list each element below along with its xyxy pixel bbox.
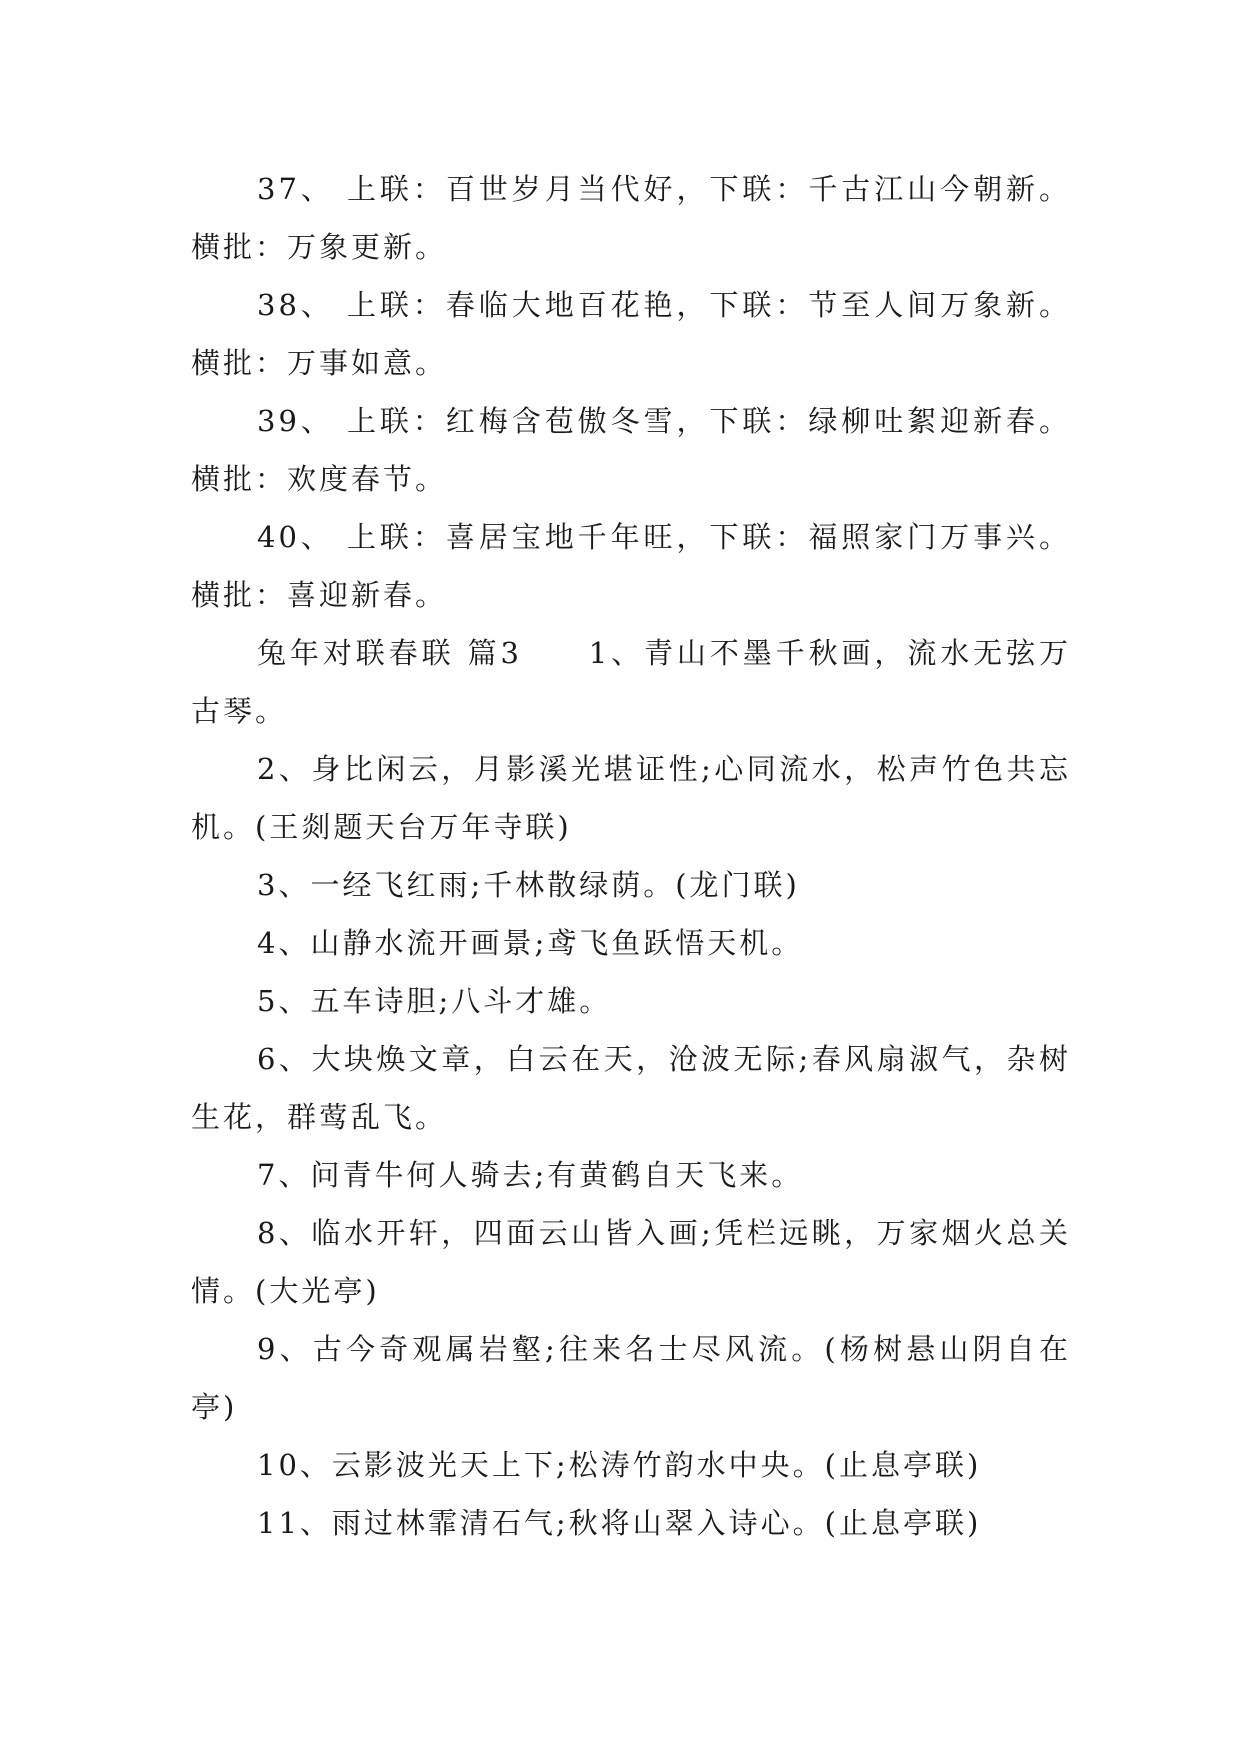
couplet-3: 3、一经飞红雨;千林散绿荫。(龙门联) xyxy=(257,868,800,902)
couplet-11: 11、雨过林霏清石气;秋将山翠入诗心。(止息亭联) xyxy=(257,1506,982,1540)
couplet-38: 38、 上联：春临大地百花艳，下联：节至人间万象新。横批：万事如意。 xyxy=(191,288,1071,380)
couplet-2: 2、身比闲云，月影溪光堪证性;心同流水，松声竹色共忘机。(王剡题天台万年寺联) xyxy=(191,752,1071,844)
couplet-4: 4、山静水流开画景;鸢飞鱼跃悟天机。 xyxy=(257,926,804,960)
couplet-7: 7、问青牛何人骑去;有黄鹤自天飞来。 xyxy=(257,1158,804,1192)
couplet-5: 5、五车诗胆;八斗才雄。 xyxy=(257,984,612,1018)
couplet-37: 37、 上联：百世岁月当代好，下联：千古江山今朝新。横批：万象更新。 xyxy=(191,172,1071,264)
document-body xyxy=(191,160,1071,1552)
couplet-40: 40、 上联：喜居宝地千年旺，下联：福照家门万事兴。横批：喜迎新春。 xyxy=(191,520,1071,612)
couplet-6: 6、大块焕文章，白云在天，沧波无际;春风扇淑气，杂树生花，群莺乱飞。 xyxy=(191,1042,1071,1134)
couplet-9: 9、古今奇观属岩壑;往来名士尽风流。(杨树悬山阴自在亭) xyxy=(191,1332,1071,1424)
section-heading-couplet-1: 兔年对联春联 篇3 1、青山不墨千秋画，流水无弦万古琴。 xyxy=(191,636,1071,728)
couplet-39: 39、 上联：红梅含苞傲冬雪，下联：绿柳吐絮迎新春。横批：欢度春节。 xyxy=(191,404,1071,496)
couplet-8: 8、临水开轩，四面云山皆入画;凭栏远眺，万家烟火总关情。(大光亭) xyxy=(191,1216,1071,1308)
couplet-10: 10、云影波光天上下;松涛竹韵水中央。(止息亭联) xyxy=(257,1448,982,1482)
